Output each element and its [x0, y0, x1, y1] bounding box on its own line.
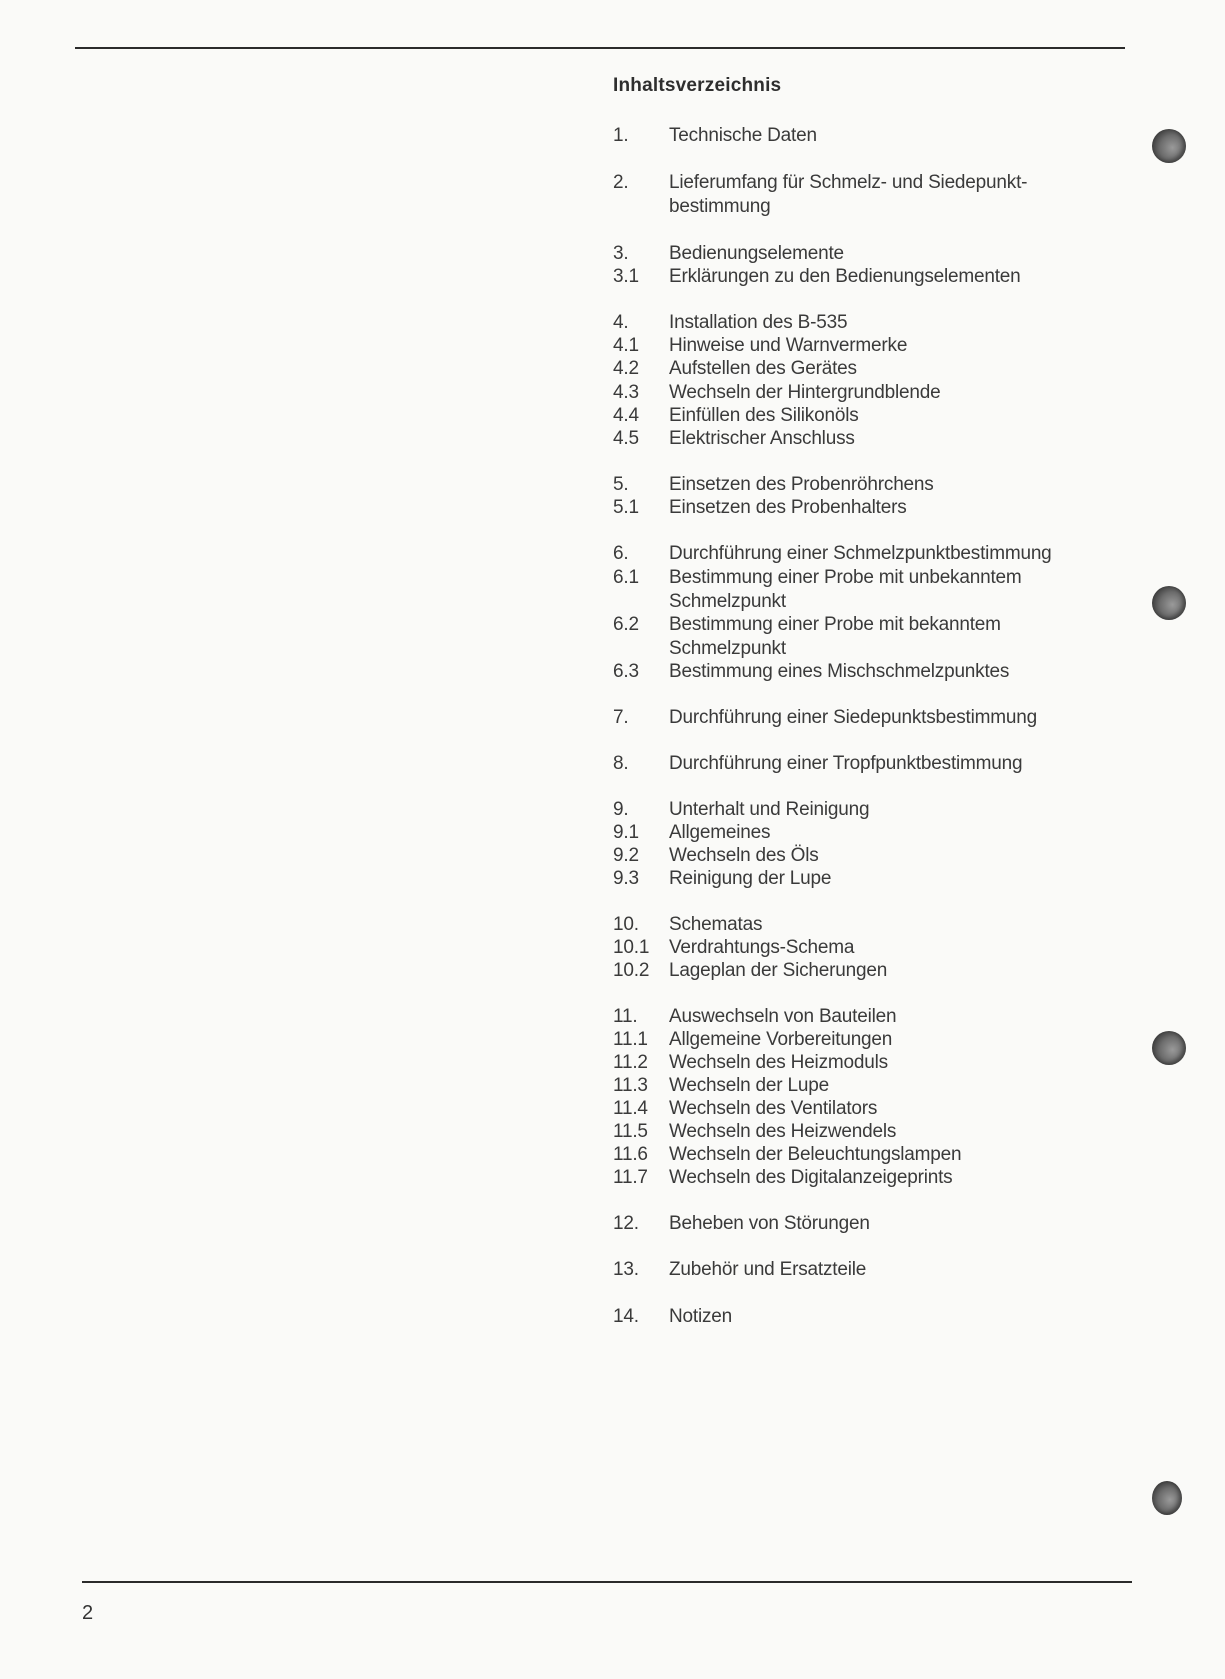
toc-entry-text: Lieferumfang für Schmelz- und Siedepunkt-bestimmung [669, 172, 1028, 217]
toc-entry-text: Aufstellen des Gerätes [669, 358, 857, 379]
toc-entry-number: 4.1 [613, 335, 639, 356]
toc-entry-text: Wechseln der Lupe [669, 1075, 829, 1096]
toc-entry-number: 10.2 [613, 960, 650, 981]
toc-entry-number: 6.1 [613, 567, 639, 588]
toc-entry-text: Allgemeine Vorbereitungen [669, 1029, 893, 1050]
toc-entry-text: Erklärungen zu den Bedienungselementen [669, 266, 1021, 287]
toc-entry-text: Wechseln des Öls [669, 845, 819, 866]
toc-entry-number: 9.2 [613, 845, 639, 866]
toc-entry-text: Wechseln des Ventilators [669, 1098, 878, 1119]
toc-entry-number: 9. [613, 799, 629, 820]
toc-entry-text: Durchführung einer Tropfpunktbestimmung [669, 753, 1023, 774]
toc-entry-number: 10.1 [613, 937, 650, 958]
toc-entry-text: Beheben von Störungen [669, 1213, 870, 1234]
binder-hole [1152, 129, 1186, 163]
toc-title: Inhaltsverzeichnis [613, 75, 782, 96]
toc-entry-text: Allgemeines [669, 822, 771, 843]
toc-entry-text: Notizen [669, 1306, 733, 1327]
toc-entry-text: Zubehör und Ersatzteile [669, 1259, 867, 1280]
page-number: 2 [82, 1602, 94, 1624]
toc-entry-number: 6.2 [613, 614, 639, 635]
toc-entry-number: 5. [613, 474, 629, 495]
toc-entry-text: Bestimmung einer Probe mit unbekanntem Schmelzpunkt [669, 567, 1022, 612]
toc-entry-number: 14. [613, 1306, 639, 1327]
toc-entry-number: 11. [613, 1006, 638, 1027]
toc-entry-text: Einsetzen des Probenröhrchens [669, 474, 934, 495]
toc-entry-text: Einsetzen des Probenhalters [669, 497, 907, 518]
toc-entry-number: 11.2 [613, 1052, 648, 1073]
toc-entry-text: Wechseln des Digitalanzeigeprints [669, 1167, 953, 1188]
toc-entry-text: Bedienungselemente [669, 243, 844, 264]
toc-entry-text: Installation des B-535 [669, 312, 848, 333]
toc-entry-number: 7. [613, 707, 629, 728]
toc-entry-number: 6.3 [613, 661, 639, 682]
toc-entry-text: Durchführung einer Siedepunktsbestimmung [669, 707, 1037, 728]
toc-entry-text: Schematas [669, 914, 763, 935]
toc-entry-number: 10. [613, 914, 639, 935]
toc-entry-number: 1. [613, 125, 629, 146]
toc-entry-number: 11.1 [613, 1029, 648, 1050]
toc-entry-text: Technische Daten [669, 125, 817, 146]
toc-entry-text: Reinigung der Lupe [669, 868, 832, 889]
toc-entry-number: 9.3 [613, 868, 639, 889]
top-rule [75, 47, 1125, 49]
toc-entry-text: Lageplan der Sicherungen [669, 960, 888, 981]
toc-entry-number: 4.5 [613, 428, 639, 449]
toc-entry-text: Elektrischer Anschluss [669, 428, 855, 449]
toc-entry-text: Wechseln der Beleuchtungslampen [669, 1144, 962, 1165]
toc-entry-number: 4.4 [613, 405, 639, 426]
toc-entry-number: 3.1 [613, 266, 639, 287]
toc-entry-text: Auswechseln von Bauteilen [669, 1006, 897, 1027]
toc-entry-number: 4. [613, 312, 629, 333]
toc-entry-text: Einfüllen des Silikonöls [669, 405, 859, 426]
toc-entry-text: Hinweise und Warnvermerke [669, 335, 908, 356]
toc-entry-number: 11.3 [613, 1075, 648, 1096]
toc-entry-text: Unterhalt und Reinigung [669, 799, 870, 820]
toc-entry-number: 8. [613, 753, 629, 774]
toc-entry-text: Bestimmung eines Mischschmelzpunktes [669, 661, 1010, 682]
toc-entry-number: 4.2 [613, 358, 639, 379]
toc-entry-text: Verdrahtungs-Schema [669, 937, 855, 958]
toc-entry-text: Wechseln des Heizmoduls [669, 1052, 888, 1073]
binder-hole [1152, 586, 1186, 620]
bottom-rule [82, 1581, 1132, 1583]
toc-entry-number: 11.7 [613, 1167, 648, 1188]
toc-entry-number: 11.6 [613, 1144, 648, 1165]
toc-entry-number: 5.1 [613, 497, 639, 518]
toc-entry-number: 6. [613, 543, 629, 564]
toc-entry-text: Wechseln des Heizwendels [669, 1121, 897, 1142]
toc-entry-text: Durchführung einer Schmelzpunktbestimmung [669, 543, 1052, 564]
toc-entry-number: 3. [613, 243, 629, 264]
toc-entry-number: 11.4 [613, 1098, 648, 1119]
toc-entry-text: Wechseln der Hintergrundblende [669, 382, 941, 403]
toc-entry-number: 11.5 [613, 1121, 648, 1142]
toc-entry-number: 13. [613, 1259, 639, 1280]
toc-entry-number: 12. [613, 1213, 639, 1234]
toc-entry-number: 9.1 [613, 822, 639, 843]
binder-hole [1152, 1481, 1182, 1515]
binder-hole [1152, 1031, 1186, 1065]
toc-entry-text: Bestimmung einer Probe mit bekanntem Schmelzpunkt [669, 614, 1001, 659]
toc-entry-number: 4.3 [613, 382, 639, 403]
toc-entry-number: 2. [613, 172, 629, 193]
